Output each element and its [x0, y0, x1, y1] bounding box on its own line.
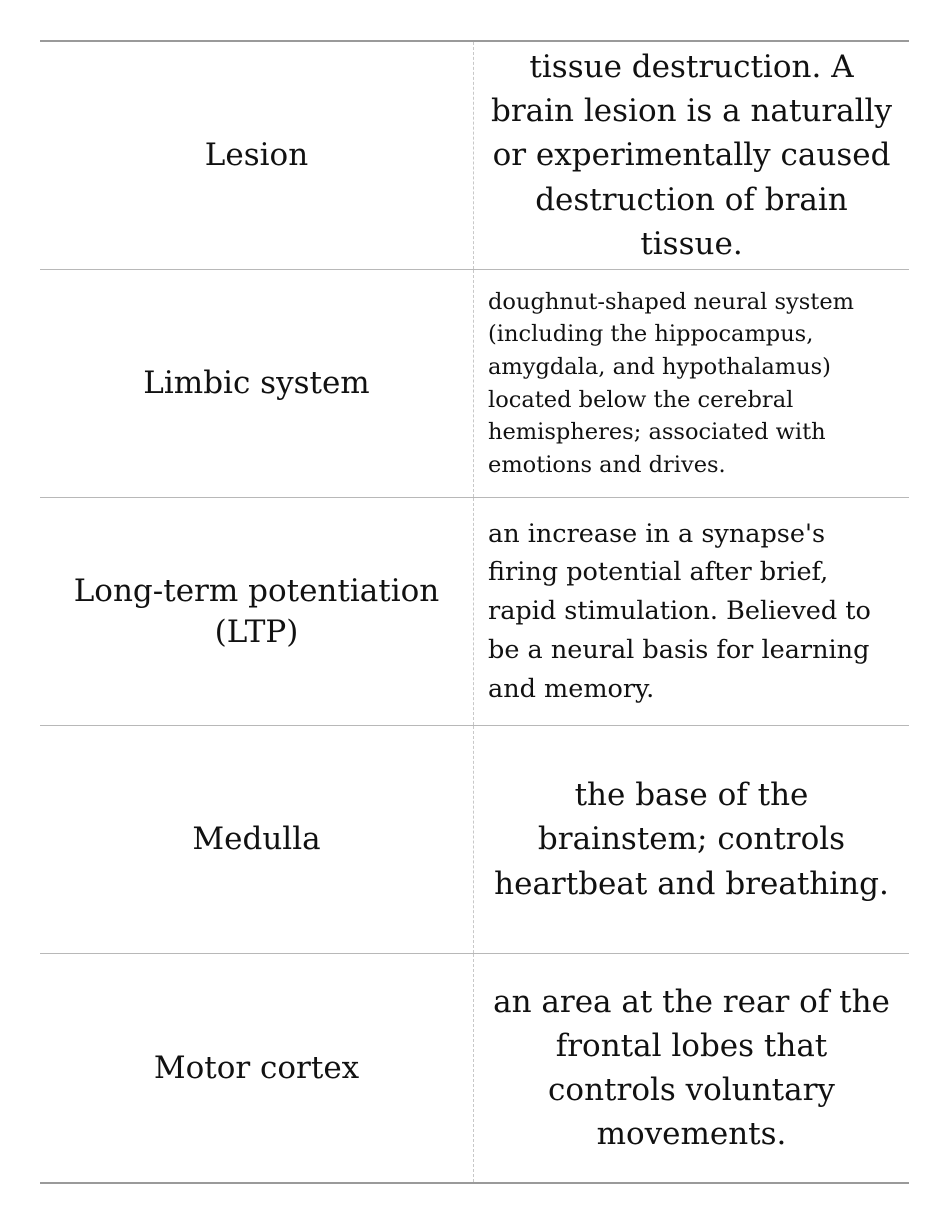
definition-text: doughnut-shaped neural system (including the hippocampus, amygdala, and hypothalamus) located below the cerebral hemispheres; associated with emotions and drives.: [488, 288, 854, 478]
flashcard-row: [40, 498, 909, 726]
term-text: Long-term potentiation (LTP): [73, 573, 440, 650]
term-cell: [40, 270, 474, 497]
definition-cell: [474, 270, 909, 497]
term-text: Medulla: [192, 821, 321, 858]
definition-text: tissue destruction. A brain lesion is a naturally or experimentally caused destruction of brain tissue.: [491, 49, 892, 262]
flashcard-row: [40, 726, 909, 954]
definition-cell: [474, 498, 909, 725]
definition-cell: [474, 42, 909, 269]
term-cell: [40, 42, 474, 269]
term-cell: [40, 726, 474, 953]
flashcard-sheet: [40, 40, 909, 1184]
term-cell: [40, 498, 474, 725]
definition-cell: [474, 726, 909, 953]
definition-cell: [474, 954, 909, 1182]
flashcard-row: [40, 954, 909, 1182]
term-text: Motor cortex: [153, 1049, 360, 1086]
definition-text: an area at the rear of the frontal lobes that controls voluntary movements.: [493, 983, 890, 1153]
term-text: Lesion: [204, 137, 309, 174]
definition-text: an increase in a synapse's firing potential after brief, rapid stimulation. Believed to be a neural basis for learning and memory.: [488, 518, 871, 704]
term-text: Limbic system: [143, 365, 370, 402]
flashcard-row: [40, 42, 909, 270]
definition-text: the base of the brainstem; controls heartbeat and breathing.: [494, 777, 889, 902]
term-cell: [40, 954, 474, 1182]
flashcard-row: [40, 270, 909, 498]
